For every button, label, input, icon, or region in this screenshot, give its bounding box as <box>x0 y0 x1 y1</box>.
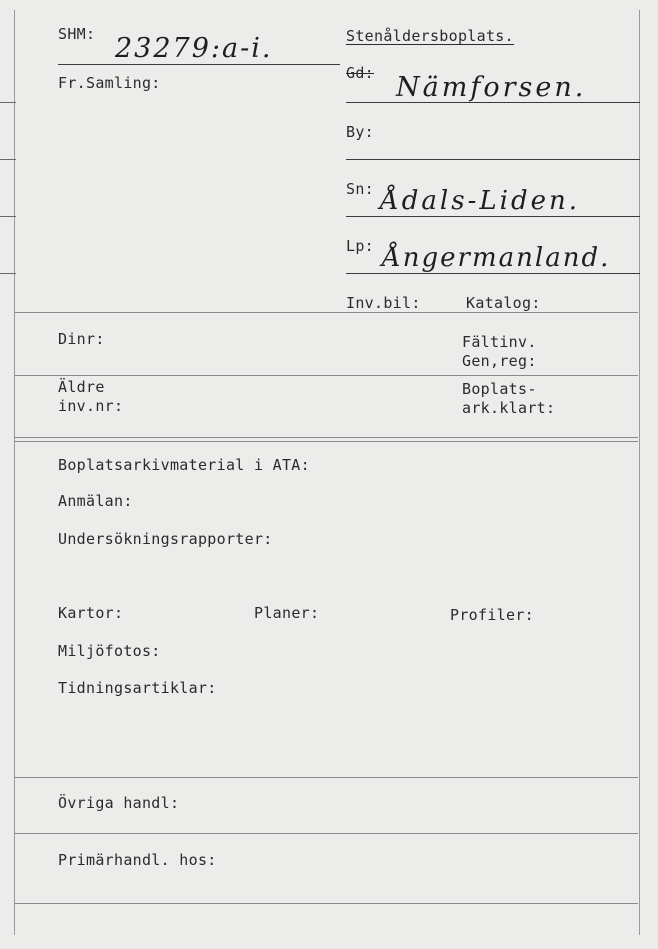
aldre-label: Äldre <box>58 378 105 396</box>
shm-line <box>58 64 340 65</box>
by-line <box>346 159 640 160</box>
gd-line <box>346 102 640 103</box>
archive-heading: Boplatsarkivmaterial i ATA: <box>58 456 310 474</box>
section-divider <box>14 777 638 778</box>
undersokning-label: Undersökningsrapporter: <box>58 530 273 548</box>
arkklart-label: ark.klart: <box>462 399 556 417</box>
lp-label: Lp: <box>346 237 374 255</box>
category-label: Stenåldersboplats. <box>346 27 514 45</box>
section-divider <box>14 375 638 376</box>
planer-label: Planer: <box>254 604 320 622</box>
sn-line <box>346 216 640 217</box>
katalog-label: Katalog: <box>466 294 541 312</box>
profiler-label: Profiler: <box>450 606 534 624</box>
section-divider <box>14 833 638 834</box>
lp-value: Ångermanland. <box>382 243 611 273</box>
miljofotos-label: Miljöfotos: <box>58 642 161 660</box>
primar-label: Primärhandl. hos: <box>58 851 217 869</box>
tidning-label: Tidningsartiklar: <box>58 679 217 697</box>
lp-line <box>346 273 640 274</box>
kartor-label: Kartor: <box>58 604 124 622</box>
sn-value: Ådals-Liden. <box>380 186 580 216</box>
sn-label: Sn: <box>346 180 374 198</box>
ovriga-label: Övriga handl: <box>58 794 180 812</box>
invnr-label: inv.nr: <box>58 397 124 415</box>
boplats-label: Boplats- <box>462 380 537 398</box>
genreg-label: Gen,reg: <box>462 352 537 370</box>
margin-tick <box>0 216 16 217</box>
gd-value: Nämforsen. <box>396 72 587 103</box>
invbil-label: Inv.bil: <box>346 294 421 312</box>
dinr-label: Dinr: <box>58 330 105 348</box>
shm-number: 23279:a-i. <box>115 33 273 64</box>
margin-tick <box>0 273 16 274</box>
by-label: By: <box>346 123 374 141</box>
faltinv-label: Fältinv. <box>462 333 537 351</box>
gd-label: Gd: <box>346 64 374 82</box>
double-divider-bottom <box>14 441 638 442</box>
anmalan-label: Anmälan: <box>58 492 133 510</box>
samling-label: Fr.Samling: <box>58 74 161 92</box>
section-divider <box>14 903 638 904</box>
margin-tick <box>0 159 16 160</box>
margin-tick <box>0 102 16 103</box>
section-divider <box>14 312 638 313</box>
double-divider-top <box>14 437 638 438</box>
shm-label: SHM: <box>58 25 96 43</box>
